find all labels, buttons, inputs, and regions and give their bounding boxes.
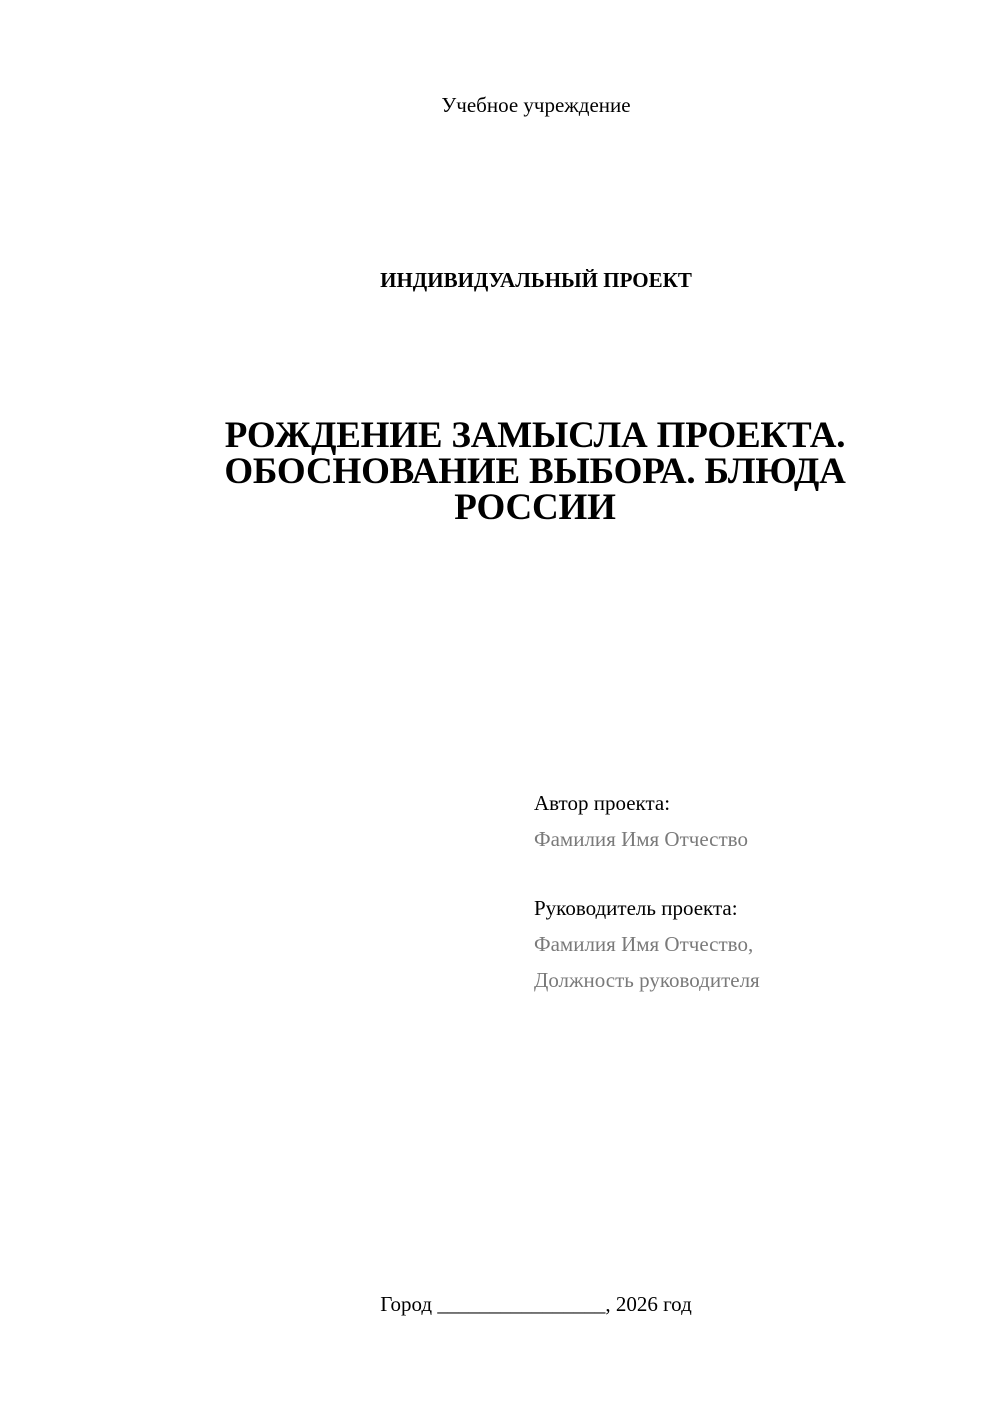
supervisor-label: Руководитель проекта: [534,896,738,920]
project-title [170,415,900,528]
author-name: Фамилия Имя Отчество [534,827,748,851]
author-label: Автор проекта: [534,791,671,815]
city-year-line: Город ________________, 2026 год [380,1292,692,1316]
institution-name: Учебное учреждение [441,93,631,117]
project-title-line: РОЖДЕНИЕ ЗАМЫСЛА ПРОЕКТА. [224,415,846,456]
supervisor-position: Должность руководителя [534,968,760,992]
project-type-heading: ИНДИВИДУАЛЬНЫЙ ПРОЕКТ [380,268,692,292]
project-title-line: РОССИИ [454,487,616,528]
author-block [534,785,748,857]
supervisor-name: Фамилия Имя Отчество, [534,932,754,956]
project-title-line: ОБОСНОВАНИЕ ВЫБОРА. БЛЮДА [224,451,846,492]
supervisor-block [534,890,760,998]
